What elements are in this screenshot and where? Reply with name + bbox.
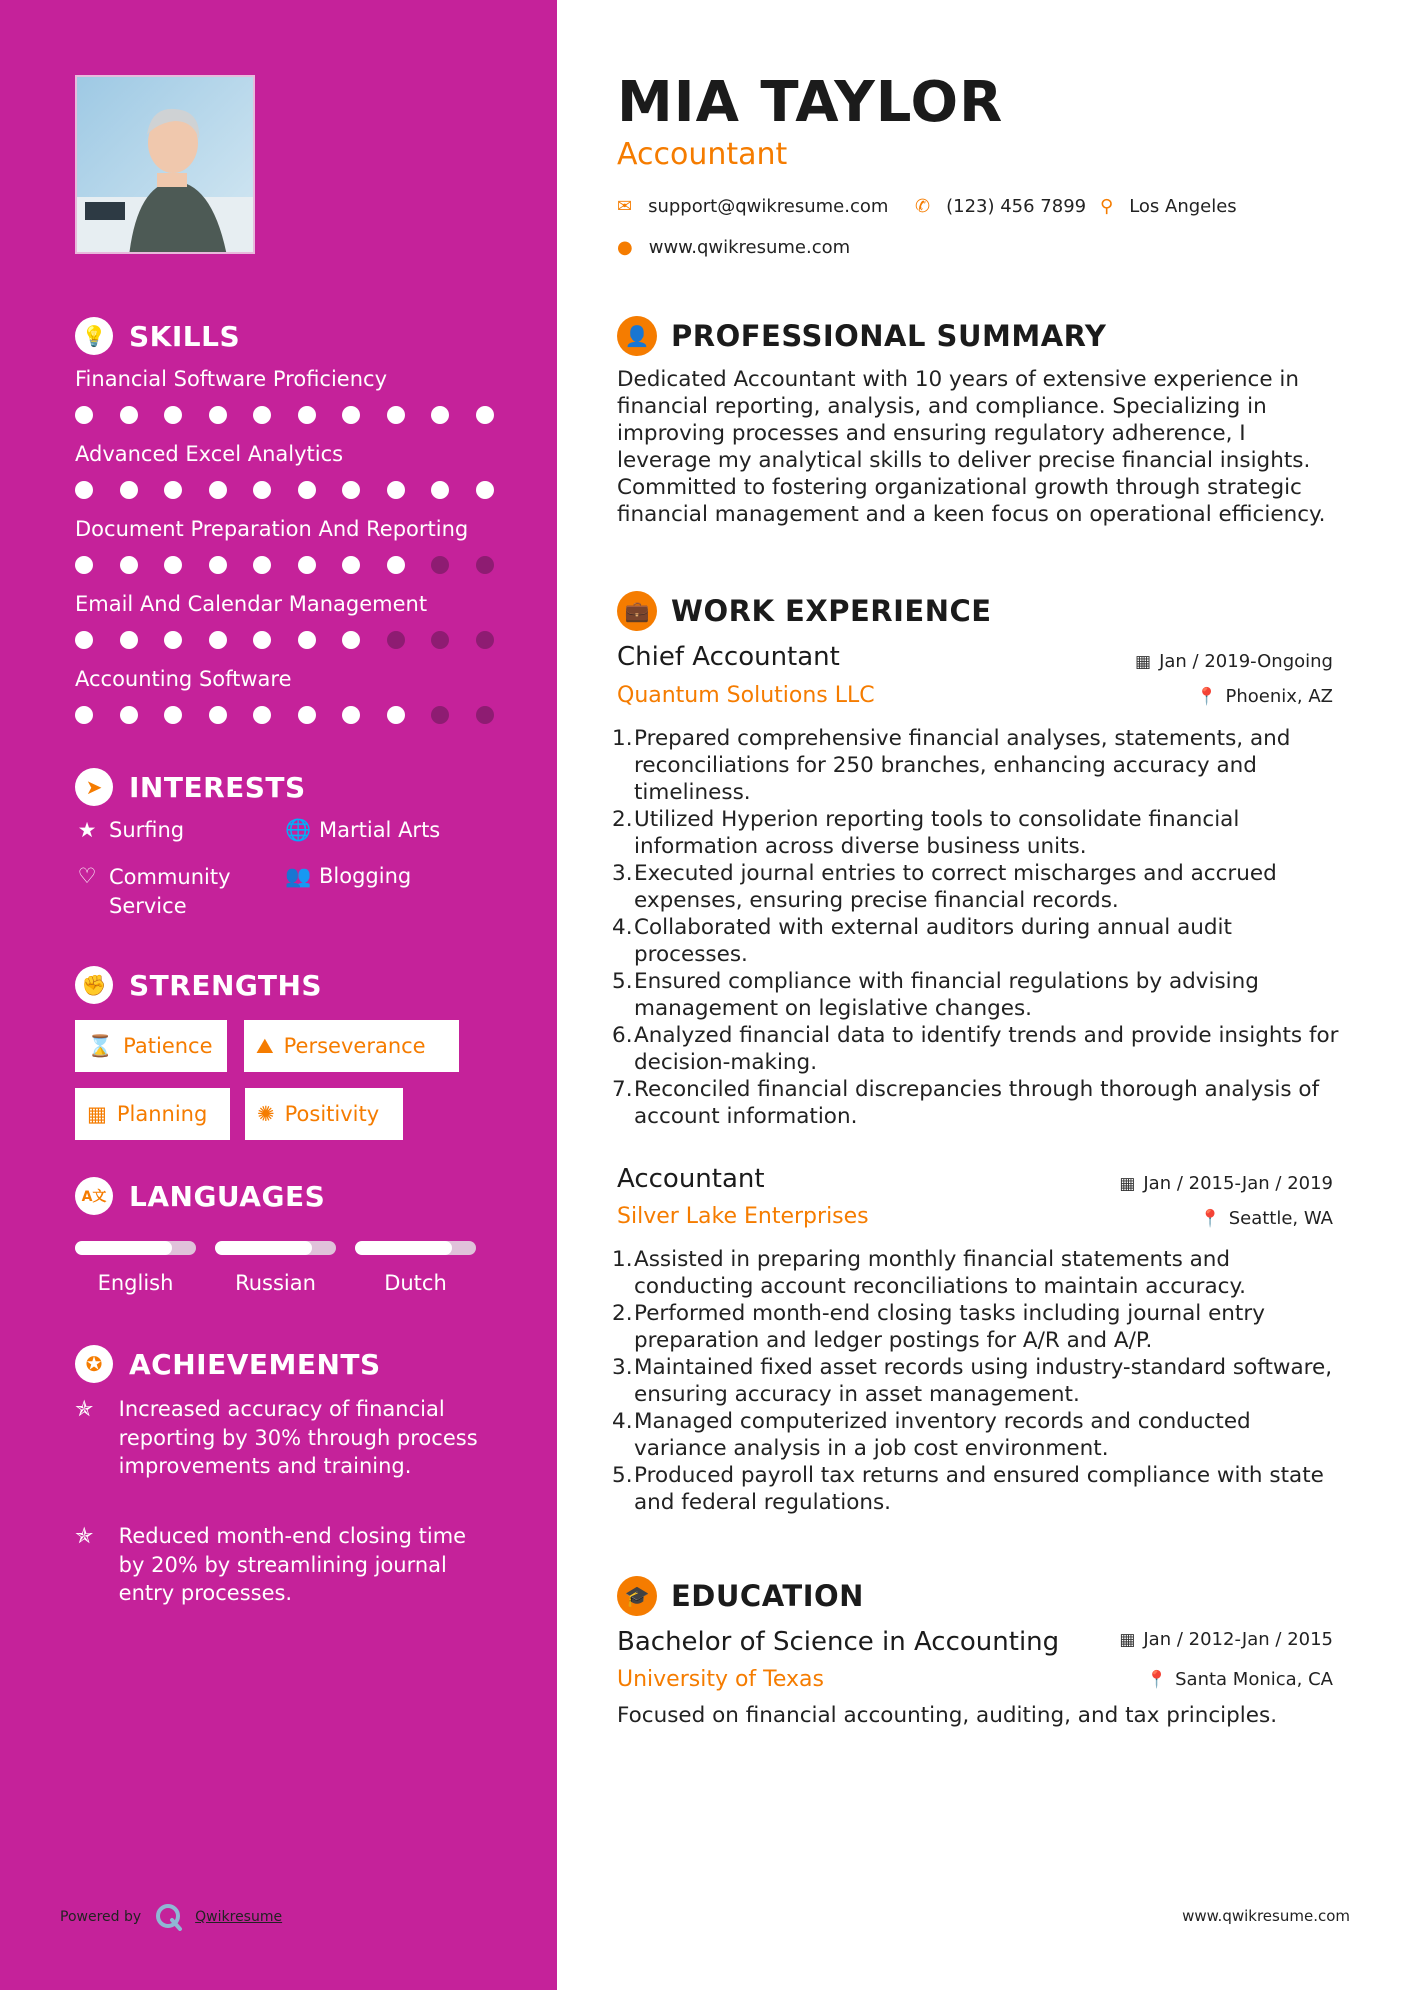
list-item: Managed computerized inventory records and conducted variance analysis in a job cost environment. (634, 1409, 1251, 1461)
skill-dot (476, 406, 494, 424)
skill-level (75, 631, 520, 649)
skill-dot (431, 631, 449, 649)
experience-heading: 💼 WORK EXPERIENCE (617, 591, 992, 631)
shooting-star-icon: ✯ (75, 1524, 94, 1549)
job-duties (612, 725, 1342, 1130)
skill-dot (209, 706, 227, 724)
contact-location: ⚲ Los Angeles (1100, 196, 1237, 217)
job-title: Chief Accountant (617, 642, 840, 672)
pin-icon: 📍 (1199, 1208, 1221, 1229)
interests-title: INTERESTS (129, 770, 306, 804)
skill-dot (476, 631, 494, 649)
skill-dot (253, 706, 271, 724)
skill-dot (476, 706, 494, 724)
lightbulb-icon: 💡 (75, 317, 113, 355)
language-level-bar (355, 1241, 476, 1255)
skill-dot (431, 556, 449, 574)
skill-dot (298, 631, 316, 649)
achievement-item: ✯ Increased accuracy of financial reporting by 30% through process improvements and training. (75, 1397, 478, 1478)
skills-title: SKILLS (129, 319, 241, 353)
contact-email (617, 196, 888, 217)
skill-dot (120, 706, 138, 724)
education-location: 📍 Santa Monica, CA (1145, 1669, 1333, 1690)
skill-dot (120, 631, 138, 649)
skill-dot (476, 481, 494, 499)
skill-dot (431, 706, 449, 724)
globe-icon: 🌐 (285, 818, 312, 842)
strength-tag: ⌛ Patience (75, 1020, 227, 1072)
strengths-title: STRENGTHS (129, 968, 323, 1002)
list-item: Collaborated with external auditors during annual audit processes. (634, 915, 1232, 967)
contact-phone: ✆ (123) 456 7899 (915, 196, 1087, 217)
sidebar (0, 0, 557, 1990)
skill-name: Financial Software Proficiency (75, 367, 388, 391)
contact-website (617, 237, 850, 258)
road-icon: ⛰ (256, 1033, 274, 1058)
profile-photo (75, 75, 255, 254)
website-link[interactable]: www.qwikresume.com (648, 237, 851, 258)
languages-title: LANGUAGES (129, 1179, 326, 1213)
education-heading: 🎓 EDUCATION (617, 1576, 864, 1616)
briefcase-icon: 💼 (617, 591, 657, 631)
skill-name: Email And Calendar Management (75, 592, 428, 616)
candidate-name: MIA TAYLOR (617, 70, 1004, 135)
job-location: 📍 Seattle, WA (1199, 1208, 1333, 1229)
fist-icon: ✊ (75, 966, 113, 1004)
list-item: Maintained fixed asset records using industry-standard software, ensuring accuracy in asset management. (634, 1355, 1333, 1407)
education-dates: ▦ Jan / 2012-Jan / 2015 (1119, 1629, 1333, 1650)
achievements-heading (75, 1345, 381, 1383)
pin-icon: 📍 (1196, 686, 1218, 707)
sun-icon: ✺ (257, 1102, 275, 1126)
skill-level (75, 706, 520, 724)
list-item: Assisted in preparing monthly financial statements and conducting account reconciliations to maintain accuracy. (634, 1247, 1246, 1299)
globe-icon: ● (617, 237, 633, 258)
strength-tag: ✺ Positivity (245, 1088, 403, 1140)
skill-dot (476, 556, 494, 574)
skill-dot (342, 481, 360, 499)
language-icon: A文 (75, 1177, 113, 1215)
skill-dot (75, 556, 93, 574)
skill-dot (209, 406, 227, 424)
summary-heading: 👤 PROFESSIONAL SUMMARY (617, 316, 1106, 356)
summary-text: Dedicated Accountant with 10 years of extensive experience in financial reporting, analysis, and compliance. Specializing in improving processes and ensuring regulatory adherence, I leverage my analytical skills to deliver precise financial insights. Committed to fostering organizational growth through strategic financial management and a keen focus on operational efficiency. (617, 367, 1326, 527)
paper-plane-icon: ➤ (75, 768, 113, 806)
skill-dot (253, 631, 271, 649)
skill-name: Document Preparation And Reporting (75, 517, 469, 541)
qwikresume-link[interactable]: Qwikresume (195, 1909, 283, 1925)
list-item: Prepared comprehensive financial analyses, statements, and reconciliations for 250 branches, enhancing accuracy and timeliness. (634, 726, 1291, 805)
award-star-icon: ✪ (75, 1345, 113, 1383)
company-name: Silver Lake Enterprises (617, 1204, 869, 1229)
skill-dot (253, 556, 271, 574)
skill-dot (164, 631, 182, 649)
skill-dot (120, 556, 138, 574)
language-level-bar (75, 1241, 196, 1255)
strengths-heading (75, 966, 322, 1004)
qwikresume-logo-icon (155, 1903, 183, 1931)
skill-name: Advanced Excel Analytics (75, 442, 344, 466)
skill-dot (209, 481, 227, 499)
graduation-cap-icon: 🎓 (617, 1576, 657, 1616)
skill-dot (75, 631, 93, 649)
footer-website-link[interactable]: www.qwikresume.com (1182, 1907, 1350, 1925)
skill-dot (298, 556, 316, 574)
interest-item: 🌐 Martial Arts (285, 818, 441, 842)
skill-level (75, 556, 520, 574)
star-icon: ★ (77, 818, 97, 842)
candidate-role: Accountant (617, 137, 788, 172)
skill-name: Accounting Software (75, 667, 292, 691)
list-item: Ensured compliance with financial regulations by advising management on legislative changes. (634, 969, 1259, 1021)
job-dates: ▦ Jan / 2019-Ongoing (1135, 651, 1333, 672)
skill-dot (209, 631, 227, 649)
skill-dot (75, 706, 93, 724)
skill-level (75, 481, 520, 499)
shooting-star-icon: ✯ (75, 1397, 94, 1422)
interest-item: ♡ Community Service (75, 864, 265, 921)
calendar-icon: ▦ (1135, 651, 1152, 672)
envelope-icon: ✉ (617, 196, 633, 217)
skill-dot (298, 406, 316, 424)
interest-item: ★ Surfing (75, 818, 184, 842)
skill-dot (75, 481, 93, 499)
skill-dot (387, 706, 405, 724)
skill-dot (387, 481, 405, 499)
strength-tag: ⛰ Perseverance (244, 1020, 459, 1072)
school-name: University of Texas (617, 1667, 824, 1692)
skill-dot (75, 406, 93, 424)
achievements-title: ACHIEVEMENTS (129, 1347, 381, 1381)
skill-dot (253, 481, 271, 499)
strength-tag: ▦ Planning (75, 1088, 230, 1140)
skill-level (75, 406, 520, 424)
skill-dot (164, 481, 182, 499)
skill-dot (298, 481, 316, 499)
achievement-item: ✯ Reduced month-end closing time by 20% by streamlining journal entry processes. (75, 1524, 467, 1605)
skill-dot (164, 406, 182, 424)
list-item: Performed month-end closing tasks including journal entry preparation and ledger postings for A/R and A/P. (634, 1301, 1265, 1353)
hourglass-icon: ⌛ (87, 1033, 114, 1058)
company-name: Quantum Solutions LLC (617, 683, 875, 708)
skill-dot (387, 406, 405, 424)
list-item: Analyzed financial data to identify trends and provide insights for decision-making. (634, 1023, 1339, 1075)
skill-dot (342, 556, 360, 574)
calendar-icon: ▦ (1119, 1629, 1136, 1650)
calendar-icon: ▦ (1119, 1173, 1136, 1194)
list-item: Reconciled financial discrepancies through thorough analysis of account information. (634, 1077, 1320, 1129)
pin-icon: 📍 (1145, 1669, 1168, 1690)
email-link[interactable]: support@qwikresume.com (648, 196, 889, 217)
skill-dot (298, 706, 316, 724)
list-item: Produced payroll tax returns and ensured compliance with state and federal regulations. (634, 1463, 1324, 1515)
language-name: Russian (235, 1271, 316, 1295)
skill-dot (387, 556, 405, 574)
powered-by: Powered by Qwikresume (60, 1903, 282, 1931)
skill-dot (342, 706, 360, 724)
skill-dot (253, 406, 271, 424)
education-description: Focused on financial accounting, auditing, and tax principles. (617, 1703, 1278, 1728)
map-pin-icon: ⚲ (1100, 196, 1114, 217)
users-icon: 👥 (285, 864, 312, 888)
skill-dot (120, 481, 138, 499)
heart-hand-icon: ♡ (77, 864, 97, 888)
job-duties (612, 1246, 1342, 1516)
list-item: Executed journal entries to correct mischarges and accrued expenses, ensuring precise financial records. (634, 861, 1277, 913)
interest-item: 👥 Blogging (285, 864, 412, 888)
skill-dot (431, 406, 449, 424)
skill-dot (342, 406, 360, 424)
calendar-icon: ▦ (87, 1102, 107, 1126)
phone-icon: ✆ (915, 196, 931, 217)
languages-heading (75, 1177, 325, 1215)
skill-dot (387, 631, 405, 649)
user-icon: 👤 (617, 316, 657, 356)
skill-dot (164, 706, 182, 724)
language-name: Dutch (384, 1271, 447, 1295)
degree-title: Bachelor of Science in Accounting (617, 1627, 1060, 1657)
list-item: Utilized Hyperion reporting tools to consolidate financial information across diverse business units. (634, 807, 1240, 859)
skill-dot (209, 556, 227, 574)
job-title: Accountant (617, 1164, 765, 1194)
interests-heading (75, 768, 306, 806)
skill-dot (164, 556, 182, 574)
skill-dot (431, 481, 449, 499)
language-name: English (97, 1271, 174, 1295)
language-level-bar (215, 1241, 336, 1255)
skill-dot (120, 406, 138, 424)
skills-heading (75, 317, 240, 355)
job-location: 📍 Phoenix, AZ (1196, 686, 1333, 707)
skill-dot (342, 631, 360, 649)
job-dates: ▦ Jan / 2015-Jan / 2019 (1119, 1173, 1333, 1194)
